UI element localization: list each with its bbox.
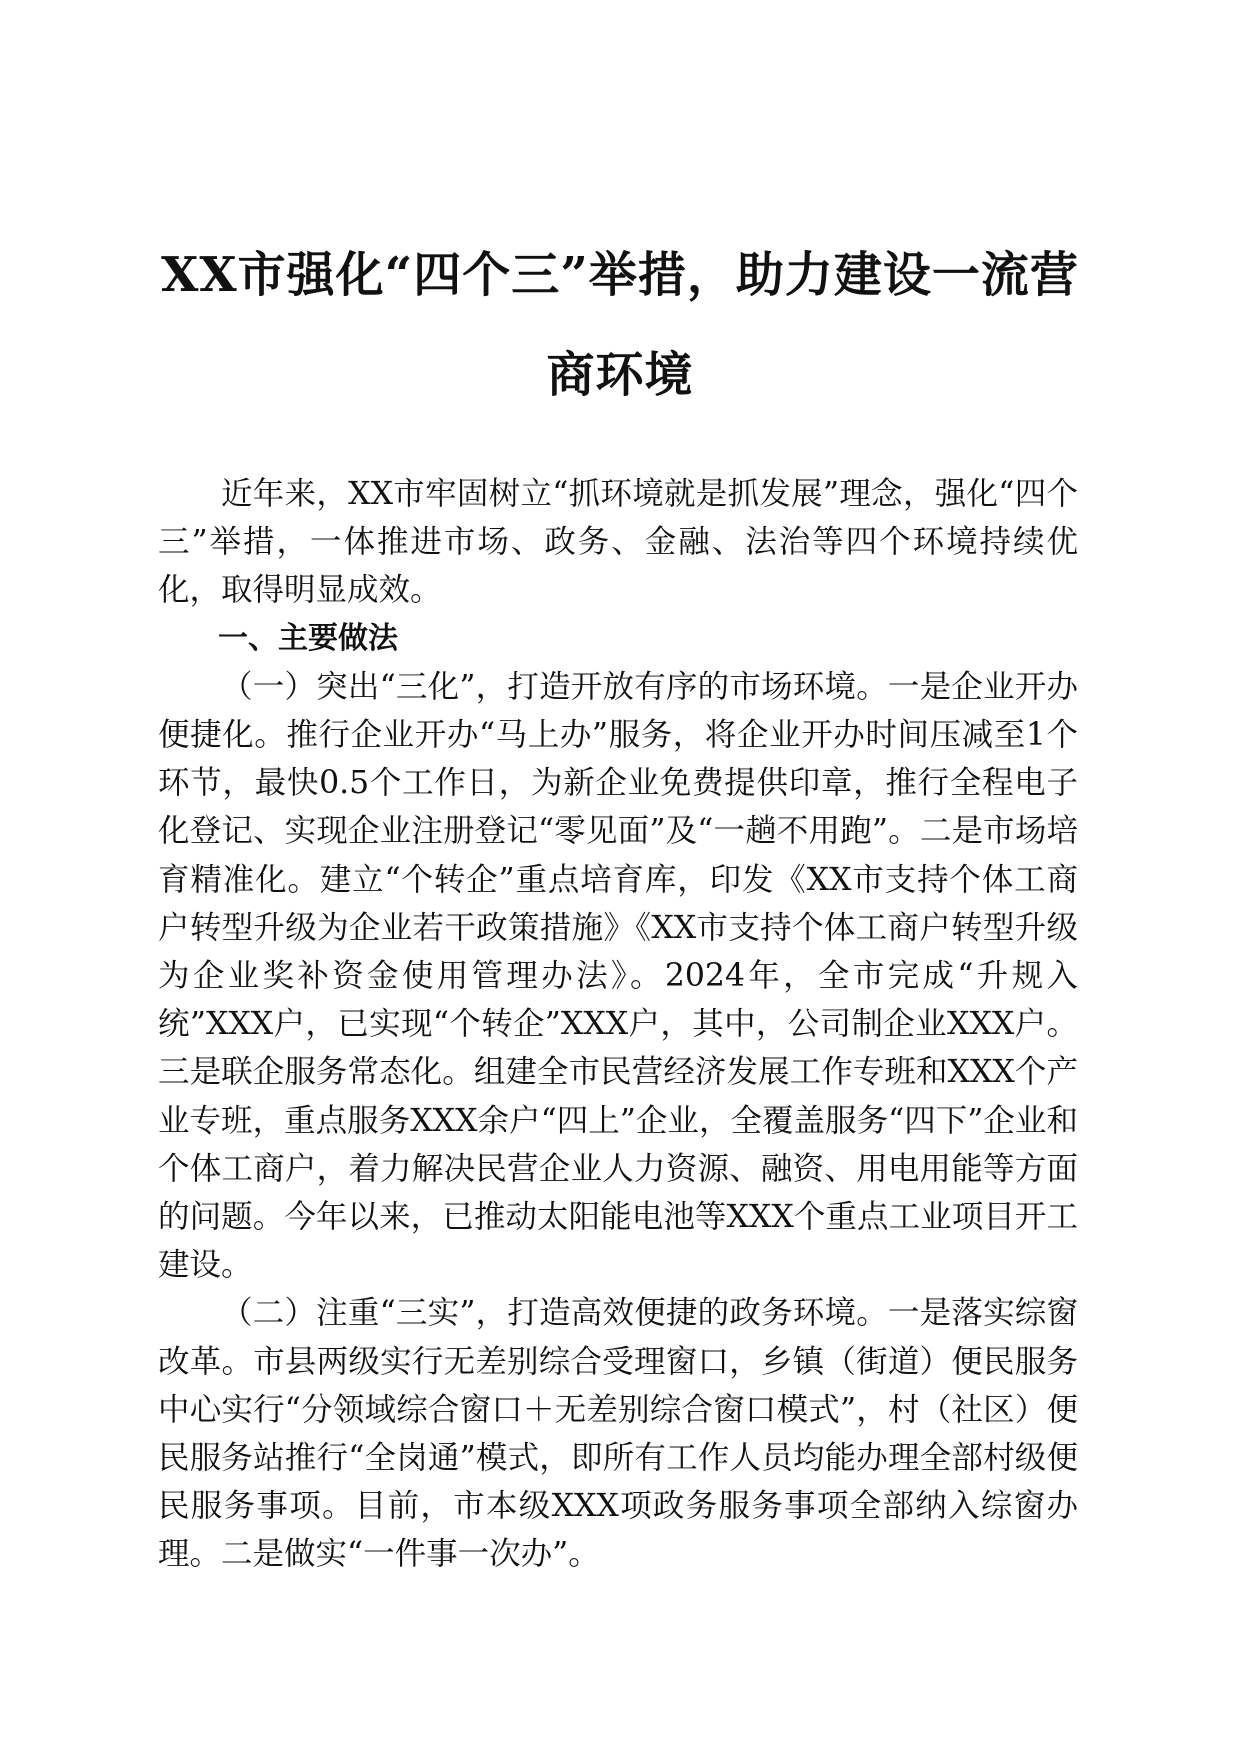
government-environment-paragraph: （二）注重“三实”，打造高效便捷的政务环境。一是落实综窗改革。市县两级实行无差别综合受理窗口，乡镇（街道）便民服务中心实行“分领域综合窗口＋无差别综合窗口模式”，村（社区）便民服务站推行“全岗通”模式，即所有工作人员均能办理全部村级便民服务事项。目前，市本级XXX项政务服务事项全部纳入综窗办理。二是做实“一件事一次办”。 xyxy=(158,1295,1078,1573)
document-title: XX市强化“四个三”举措，助力建设一流营商环境 xyxy=(161,247,1079,403)
section-heading: 一、主要做法 xyxy=(218,620,398,656)
market-environment-paragraph: （一）突出“三化”，打造开放有序的市场环境。一是企业开办便捷化。推行企业开办“马上办”服务，将企业开办时间压减至1个环节，最快0.5个工作日，为新企业免费提供印章，推行全程电子化登记、实现企业注册登记“零见面”及“一趟不用跑”。二是市场培育精准化。建立“个转企”重点培育库，印发《XX市支持个体工商户转型升级为企业若干政策措施》《XX市支持个体工商户转型升级为企业奖补资金使用管理办法》。2024年，全市完成“升规入统”XXX户，已实现“个转企”XXX户，其中，公司制企业XXX户。三是联企服务常态化。组建全市民营经济发展工作专班和XXX个产业专班，重点服务XXX余户“四上”企业，全覆盖服务“四下”企业和个体工商户，着力解决民营企业人力资源、融资、用电用能等方面的问题。今年以来，已推动太阳能电池等XXX个重点工业项目开工建设。 xyxy=(158,668,1078,1284)
intro-paragraph: 近年来，XX市牢固树立“抓环境就是抓发展”理念，强化“四个三”举措，一体推进市场、政务、金融、法治等四个环境持续优化，取得明显成效。 xyxy=(158,476,1078,609)
document-body xyxy=(158,470,1078,1579)
